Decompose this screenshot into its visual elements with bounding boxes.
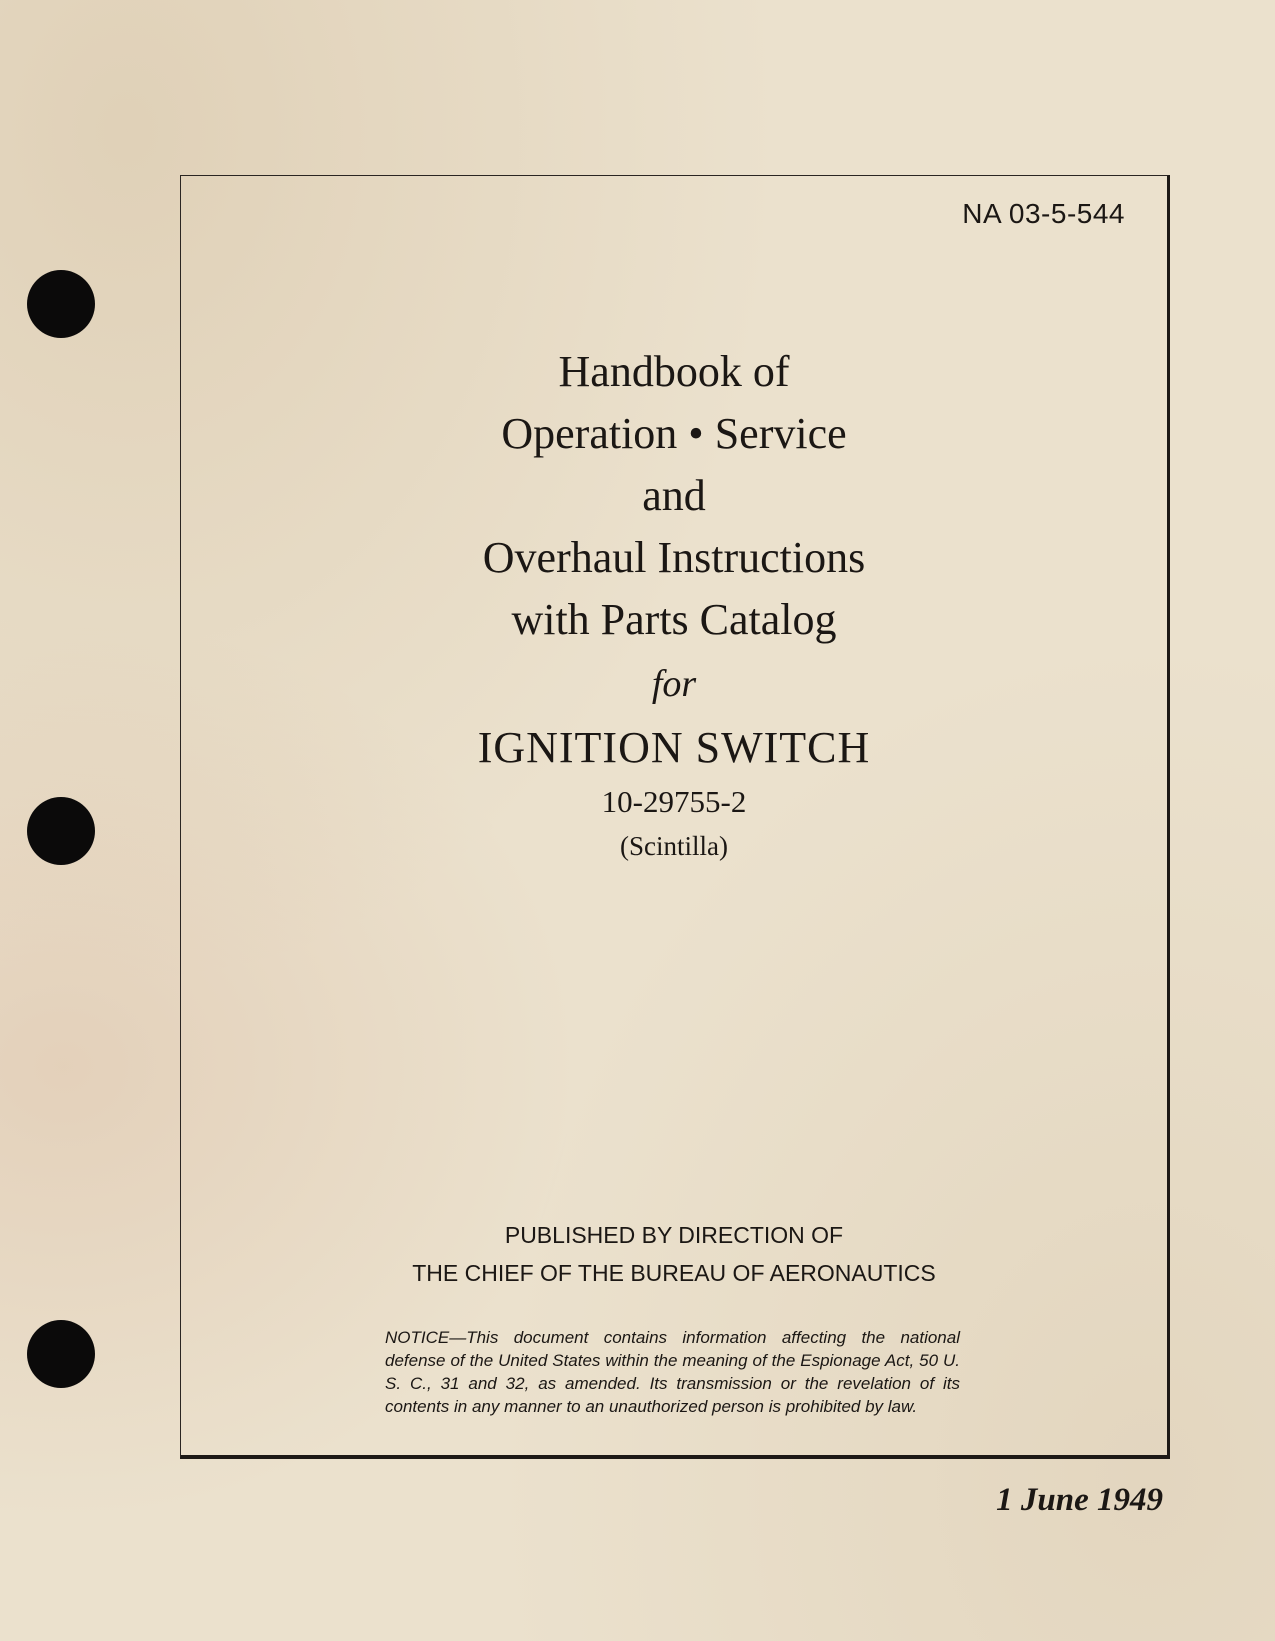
cover-frame [180,175,1170,1459]
product-name: IGNITION SWITCH [477,723,871,772]
manufacturer: (Scintilla) [620,831,728,861]
title-line-2: Operation • Service [501,409,847,458]
title-line-1: Handbook of [558,347,790,396]
publisher-line-2: THE CHIEF OF THE BUREAU OF AERONAUTICS [412,1260,936,1286]
publication-date: 1 June 1949 [996,1482,1163,1518]
security-notice: NOTICE—This document contains information affecting the national defense of the United States within the meaning of the Espionage Act, 50 U. S. C., 31 and 32, as amended. Its transmission or the revelation of its contents in any manner to an unauthorized person is prohibited by law. [385,1328,960,1416]
document-number: NA 03-5-544 [962,198,1125,229]
publisher-block [181,1216,1167,1292]
binder-hole-bottom [27,1320,95,1388]
title-block [181,341,1167,867]
title-line-5: with Parts Catalog [511,595,837,644]
binder-hole-top [27,270,95,338]
title-line-4: Overhaul Instructions [482,533,866,582]
part-number: 10-29755-2 [601,784,747,819]
publisher-line-1: PUBLISHED BY DIRECTION OF [504,1222,844,1248]
for-word: for [651,663,697,705]
binder-hole-middle [27,797,95,865]
title-line-3: and [642,471,706,520]
